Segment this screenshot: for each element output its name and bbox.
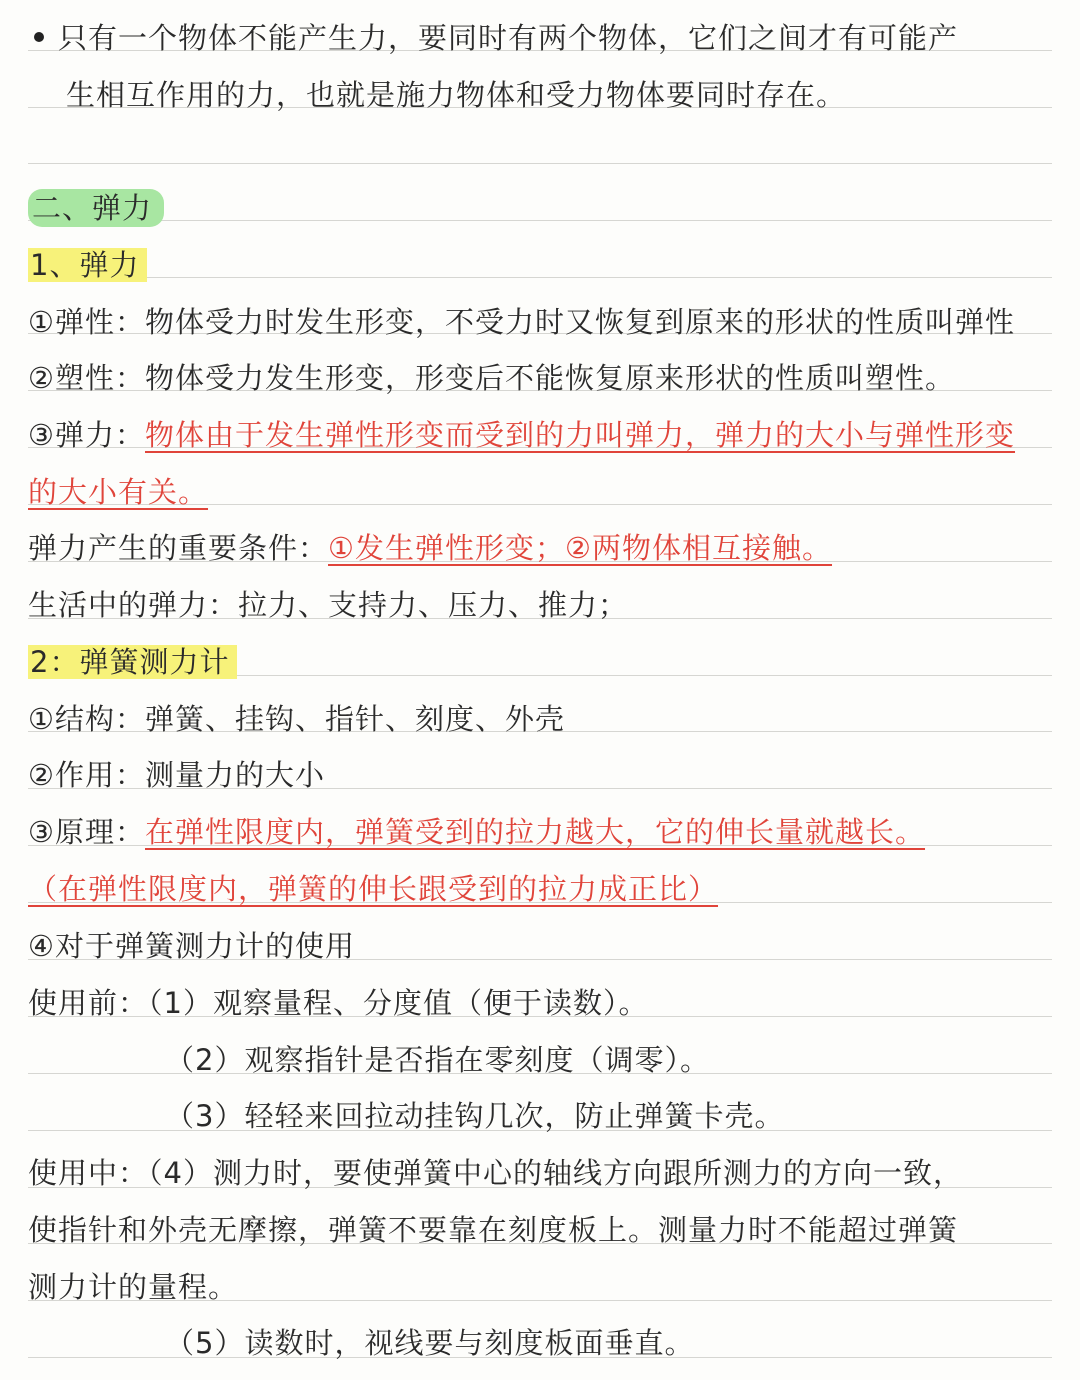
term-text-highlight: 在弹性限度内，弹簧受到的拉力越大，它的伸长量就越长。 — [145, 815, 926, 849]
subheading — [28, 642, 237, 682]
term-text-highlight: 物体由于发生弹性形变而受到的力叫弹力，弹力的大小与弹性形变 — [145, 418, 1016, 452]
term-label: 使用前： — [28, 986, 149, 1020]
definition-elastic-force-cont — [28, 472, 208, 512]
term-text-highlight: ①发生弹性形变；②两物体相互接触。 — [328, 531, 833, 565]
definition-elasticity — [28, 302, 1015, 342]
text-line: 生活中的弹力：拉力、支持力、压力、推力； — [28, 588, 629, 622]
text-line: 测力计的量程。 — [28, 1270, 239, 1304]
term-label: ②塑性： — [28, 361, 145, 395]
term-label: ①弹性： — [28, 305, 145, 339]
during-use-line — [28, 1153, 963, 1193]
text-line: （3）轻轻来回拉动挂钩几次，防止弹簧卡壳。 — [165, 1099, 785, 1133]
conditions-line — [28, 528, 832, 568]
text-line: 使指针和外壳无摩擦，弹簧不要靠在刻度板上。测量力时不能超过弹簧 — [28, 1213, 959, 1247]
text-line: 生相互作用的力，也就是施力物体和受力物体要同时存在。 — [66, 78, 847, 112]
term-text: 物体受力时发生形变，不受力时又恢复到原来的形状的性质叫弹性 — [145, 305, 1016, 339]
bullet-line-1 — [28, 18, 958, 58]
term-text: （1）观察量程、分度值（便于读数）。 — [148, 986, 649, 1020]
term-label: 使用中： — [28, 1156, 149, 1190]
principle-line-cont — [28, 869, 718, 909]
text-line: （5）读数时，视线要与刻度板面垂直。 — [165, 1326, 695, 1360]
definition-plasticity — [28, 358, 955, 398]
term-text-highlight: （在弹性限度内，弹簧的伸长跟受到的拉力成正比） — [28, 872, 719, 906]
before-use-line — [28, 983, 648, 1023]
section-title: 二、弹力 — [28, 189, 164, 227]
term-text-highlight: 的大小有关。 — [28, 475, 209, 509]
term-text: 物体受力发生形变，形变后不能恢复原来形状的性质叫塑性。 — [145, 361, 956, 395]
subheading-title: 1、弹力 — [28, 248, 147, 282]
term-label: 弹力产生的重要条件： — [28, 531, 329, 565]
term-label: ③原理： — [28, 815, 145, 849]
text-line: ①结构：弹簧、挂钩、指针、刻度、外壳 — [28, 702, 565, 736]
text-line: ②作用：测量力的大小 — [28, 758, 325, 792]
term-text: （4）测力时，要使弹簧中心的轴线方向跟所测力的方向一致， — [148, 1156, 963, 1190]
term-label: ③弹力： — [28, 418, 145, 452]
section-heading — [28, 188, 164, 228]
subheading — [28, 245, 147, 285]
bullet-icon — [34, 32, 44, 42]
definition-elastic-force — [28, 415, 1015, 455]
subheading-title: 2：弹簧测力计 — [28, 645, 237, 679]
text-line: （2）观察指针是否指在零刻度（调零）。 — [165, 1043, 710, 1077]
principle-line — [28, 812, 925, 852]
text-line: ④对于弹簧测力计的使用 — [28, 929, 355, 963]
text-line: 只有一个物体不能产生力，要同时有两个物体，它们之间才有可能产 — [58, 21, 959, 55]
